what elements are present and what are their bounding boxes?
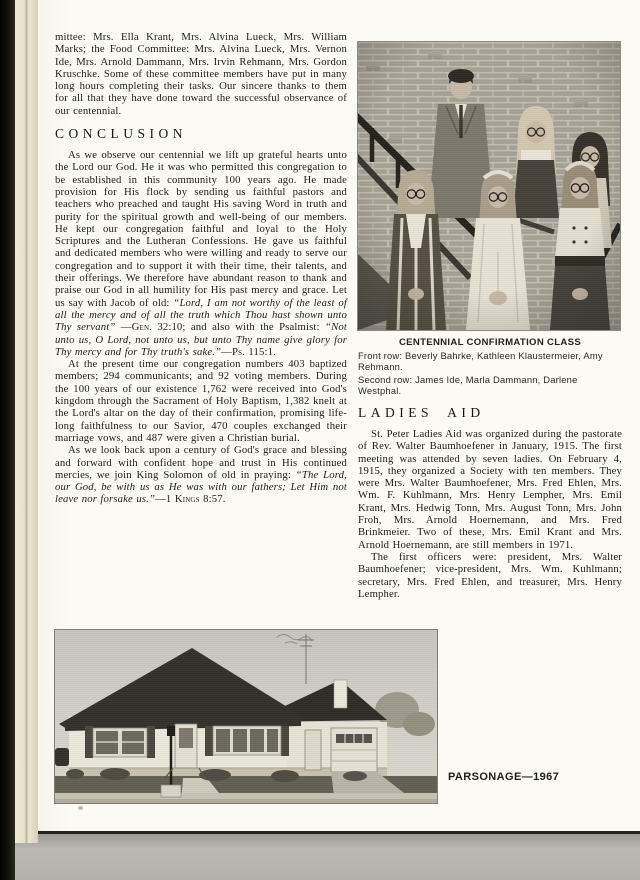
window-shutter (205, 726, 213, 756)
conclusion-heading: CONCLUSION (55, 126, 188, 142)
background-tree (403, 712, 435, 736)
parsonage-caption: PARSONAGE—1967 (448, 771, 560, 783)
ladies-aid-heading: LADIES AID (358, 405, 485, 420)
photo-caption-front-row: Front row: Beverly Bahrke, Kathleen Klaustermeier, Amy Rehmann. (358, 350, 603, 372)
ladies-aid-paragraph-2: The first officers were: president, Mrs. Walter Baumhoefener; vice-president, Mrs. Wm. Kuhlmann; secretary, Mrs. Fred Ehlen, and treasurer, Mrs. Henry Lempher. (358, 550, 622, 600)
photo-caption-second-row: Second row: James Ide, Marla Dammann, Darlene Westphal. (358, 374, 578, 396)
garage-side-door (305, 730, 321, 770)
confirmation-class-photo (358, 42, 620, 330)
parsonage-illustration (55, 630, 437, 803)
parsonage-photo (55, 630, 437, 803)
window-shutter (147, 726, 155, 758)
book-page (38, 0, 640, 831)
conclusion-paragraph-2: At the present time our congregation numbers 403 baptized members; 294 communicants; and 92 voting members. During the 100 years of our existence 1,762 were received into God's kingdom through the Sacrament of Holy Baptism, 1,382 knelt at the Lord's altar on the day of their confirmation, promising life-long faithfulness to our Savior, 470 couples exchanged their marriage vows, and 487 were given a Christian burial. (55, 358, 347, 444)
conclusion-paragraph-3: As we look back upon a century of God's grace and blessing and forward with confident hope and trust in His continued mercies, we join King Solomon of old in praying: “The Lord, our God, be with us as He was with our fathers; Let Him not leave nor forsake us.”—1 Kings 8:57. (55, 444, 348, 506)
parked-car (55, 748, 69, 766)
paper-smudge (78, 806, 83, 810)
right-column (358, 42, 622, 600)
confirmation-class-illustration (358, 42, 620, 330)
window-shutter (281, 726, 289, 756)
left-column (55, 31, 347, 506)
page-edge-stack (15, 0, 38, 843)
committee-paragraph: mittee: Mrs. Ella Krant, Mrs. Alvina Lueck, Mrs. William Marks; the Food Committee: Mrs. Alvina Lueck, Mrs. Vernon Ide, Mrs. Arnold Dammann, Mrs. Irvin Rehmann, Mrs. Gordon Kruschke. Some of these committee members have put in many long hours completing their tasks. Our sincere thanks to them for all that they have done toward the successful observance of our centennial. (55, 31, 347, 117)
photo-caption-title: CENTENNIAL CONFIRMATION CLASS (398, 337, 582, 348)
ladies-aid-paragraph-1: St. Peter Ladies Aid was organized during the pastorate of Rev. Walter Baumhoefener in January, 1915. The first meeting was attended by seven ladies. On February 4, 1915, they organized a Society with ten members. They were Mrs. Walter Baumhoefener, Mrs. Fred Ehlen, Mrs. Wm. F. Kuhlmann, Mrs. Henry Lempher, Mrs. Emil Krant, Mrs. Hedwig Tonn, Mrs. August Tonn, Mrs. John Froh, Mrs. Arnold Hoernemann, and Mrs. Fred Brinkmeier. Two of these, Mrs. Emil Krant and Mrs. Arnold Hoernemann, are still members in 1971. (358, 428, 622, 551)
conclusion-paragraph-1: As we observe our centennial we lift up grateful hearts unto the Lord our God. He it was who permitted this congregation to be established in this community 100 years ago. He made provision for His flock by sending us faithful pastors and teachers who preached and taught His saving Word in truth and purity for the spiritual growth and well-being of our members. He kept our congregation faithful and loyal to the Holy Scriptures and the Lutheran Confessions. He gave us faithful and dedicated members who were willing and ready to serve our congregation and to support it with their time, their talents, and their offerings. We therefore have abundant reason to thank and praise our God in all humility for His past mercy and grace. Let us say with Jacob of old: “Lord, I am not worthy of the least of all the mercy and of all the truth which Thou hast shown unto Thy servant” —Gen. 32:10; and also with the Psalmist: “Not unto us, O Lord, not unto us, but unto Thy name give glory for Thy mercy and for Thy truth's sake.”—Ps. 115:1. (55, 149, 348, 358)
scanner-background (0, 831, 640, 880)
book-binding-shadow (0, 0, 15, 880)
window-shutter (85, 726, 93, 758)
